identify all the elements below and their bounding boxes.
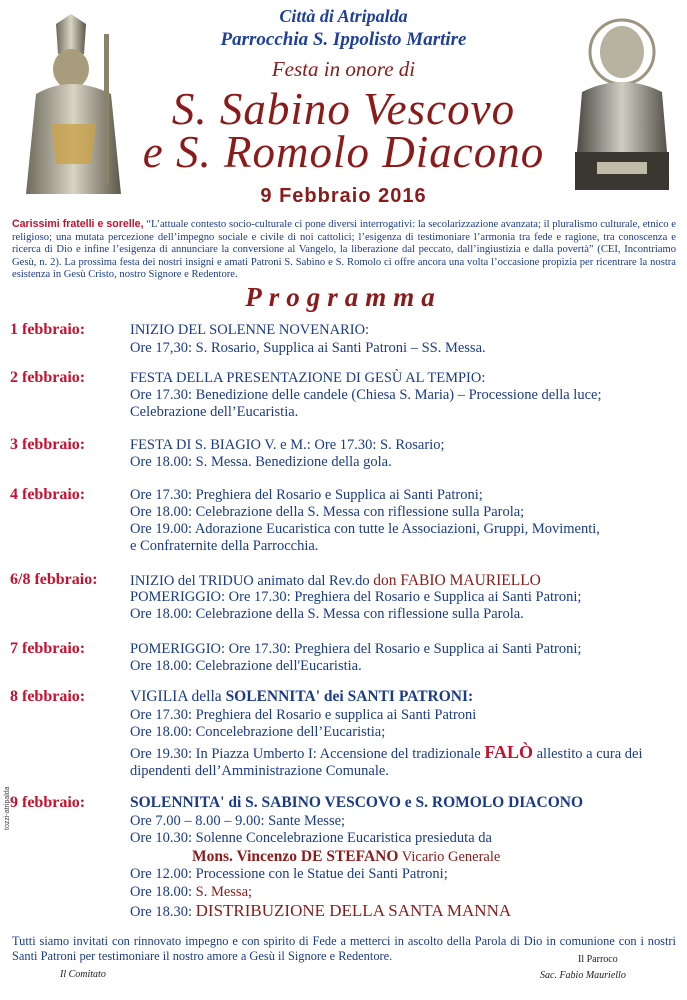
programma-title: Programma xyxy=(245,282,442,312)
program-line: Ore 18.00: Concelebrazione dell’Eucaristia; xyxy=(130,724,386,740)
program-line-part: Ore 18.30: xyxy=(130,904,196,920)
program-line xyxy=(130,572,541,590)
day-label-4: 4 febbraio: xyxy=(10,486,86,503)
program-line: Ore 18.00: Celebrazione della S. Messa con riflessione sulla Parola; xyxy=(130,504,525,520)
statue-san-romolo-image xyxy=(567,12,677,190)
program-line: Ore 12.00: Processione con le Statue dei Santi Patroni; xyxy=(130,866,448,882)
program-line: Ore 19.00: Adorazione Eucaristica con tutte le Associazioni, Gruppi, Movimenti, xyxy=(130,521,600,537)
side-credit: tozzi-atripalda xyxy=(4,786,11,830)
program-line xyxy=(130,902,511,921)
program-line: e Confraternite della Parrocchia. xyxy=(130,538,319,554)
city-title: Città di Atripalda xyxy=(279,6,408,26)
program-line-highlight: don FABIO MAURIELLO xyxy=(373,572,541,589)
program-line: FESTA DI S. BIAGIO V. e M.: Ore 17.30: S. Rosario; xyxy=(130,437,445,453)
program-line xyxy=(130,688,473,705)
festa-subtitle: Festa in onore di xyxy=(271,57,416,81)
program-line: Ore 18.00: Celebrazione della S. Messa con riflessione sulla Parola. xyxy=(130,606,524,622)
signature-parroco-name: Sac. Fabio Mauriello xyxy=(540,970,626,981)
program-line: INIZIO DEL SOLENNE NOVENARIO: xyxy=(130,322,370,338)
parish-title: Parrocchia S. Ippolisto Martire xyxy=(220,29,467,50)
statue-san-sabino-image xyxy=(16,14,131,194)
closing-paragraph: Tutti siamo invitati con rinnovato impegno e con spirito di Fede a metterci in ascolto della Parola di Dio in comunione con i nostri Santi Patroni per testimoniare il nostro amore a Gesù il Signore e Redentore. xyxy=(12,934,676,963)
program-line: SOLENNITA' di S. SABINO VESCOVO e S. ROMOLO DIACONO xyxy=(130,794,584,811)
intro-paragraph xyxy=(12,218,676,282)
program-line xyxy=(192,848,500,866)
day-label-7: 8 febbraio: xyxy=(10,688,86,705)
day-label-2: 2 febbraio: xyxy=(10,369,86,386)
program-line: POMERIGGIO: Ore 17.30: Preghiera del Rosario e Supplica ai Santi Patroni; xyxy=(130,589,582,605)
day-label-1: 1 febbraio: xyxy=(10,321,86,338)
program-line: Celebrazione dell’Eucaristia. xyxy=(130,404,299,420)
program-line: Ore 17.30: Preghiera del Rosario e Supplica ai Santi Patroni; xyxy=(130,487,483,503)
day-label-6: 7 febbraio: xyxy=(10,640,86,657)
program-line: Ore 17,30: S. Rosario, Supplica ai Santi Patroni – SS. Messa. xyxy=(130,340,486,356)
program-line-part: Ore 19.30: In Piazza Umberto I: Accensione del tradizionale xyxy=(130,746,485,762)
feast-date: 9 Febbraio 2016 xyxy=(260,185,427,207)
program-line-part: Ore 18.00: xyxy=(130,884,196,900)
saint-name-line2: e S. Romolo Diacono xyxy=(142,127,545,177)
program-line xyxy=(130,744,643,763)
program-line-part: Vicario Generale xyxy=(398,849,501,865)
program-line: Ore 18.00: S. Messa. Benedizione della gola. xyxy=(130,454,392,470)
program-line: POMERIGGIO: Ore 17.30: Preghiera del Rosario e Supplica ai Santi Patroni; xyxy=(130,641,582,657)
program-line xyxy=(130,884,252,901)
program-line-part: allestito a cura dei xyxy=(533,746,643,762)
program-line: Ore 17.30: Benedizione delle candele (Chiesa S. Maria) – Processione della luce; xyxy=(130,387,602,403)
program-line-part: VIGILIA della xyxy=(130,688,226,705)
program-line: Ore 18.00: Celebrazione dell'Eucaristia. xyxy=(130,658,362,674)
day-label-5: 6/8 febbraio: xyxy=(10,571,98,588)
program-line-part: INIZIO del TRIDUO animato dal Rev.do xyxy=(130,573,374,589)
day-label-3: 3 febbraio: xyxy=(10,436,86,453)
program-line: FESTA DELLA PRESENTAZIONE DI GESÙ AL TEMPIO: xyxy=(130,370,486,386)
day-label-8: 9 febbraio: xyxy=(10,794,86,811)
intro-text: “L’attuale contesto socio-culturale ci pone diversi interrogativi: la secolarizzazione avanzata; il pluralismo culturale, etnico e religioso; una mutata percezione dell’impegno sociale e civile di noi cattolici; l’esigenza di testimoniare l’armonia tra fede e ragione, tra conoscenza e ricerca di Dio e infine l’esigenza di annunciare la conversione al Vangelo, la liberazione dal peccato, dall’ingiustizia e dalla povertà” (CEI, Incontriamo Gesù, n. 2). La prossima festa dei nostri insigni e amati Patroni S. Sabino e S. Romolo ci offre ancora una volta l’occasione propizia per ricentrare la nostra esistenza in Gesù Cristo, nostro Signore e Redentore. xyxy=(12,219,677,280)
program-line: Ore 7.00 – 8.00 – 9.00: Sante Messe; xyxy=(130,813,346,829)
saint-name-line1: S. Sabino Vescovo xyxy=(171,84,516,134)
signature-comitato: Il Comitato xyxy=(60,969,106,980)
program-line-highlight: FALÒ xyxy=(484,742,533,762)
program-line: Ore 17.30: Preghiera del Rosario e supplica ai Santi Patroni xyxy=(130,707,477,723)
program-line-highlight: Mons. Vincenzo DE STEFANO xyxy=(192,848,399,865)
intro-greeting: Carissimi fratelli e sorelle, xyxy=(12,218,144,230)
program-line: dipendenti dell’Amministrazione Comunale. xyxy=(130,763,389,779)
signature-parroco-label: Il Parroco xyxy=(578,954,618,965)
program-line-highlight: SOLENNITA' dei SANTI PATRONI: xyxy=(225,688,474,705)
program-line: Ore 10.30: Solenne Concelebrazione Eucaristica presieduta da xyxy=(130,830,492,846)
program-line-highlight: DISTRIBUZIONE DELLA SANTA MANNA xyxy=(195,901,512,920)
program-line-highlight: S. Messa; xyxy=(195,884,253,900)
